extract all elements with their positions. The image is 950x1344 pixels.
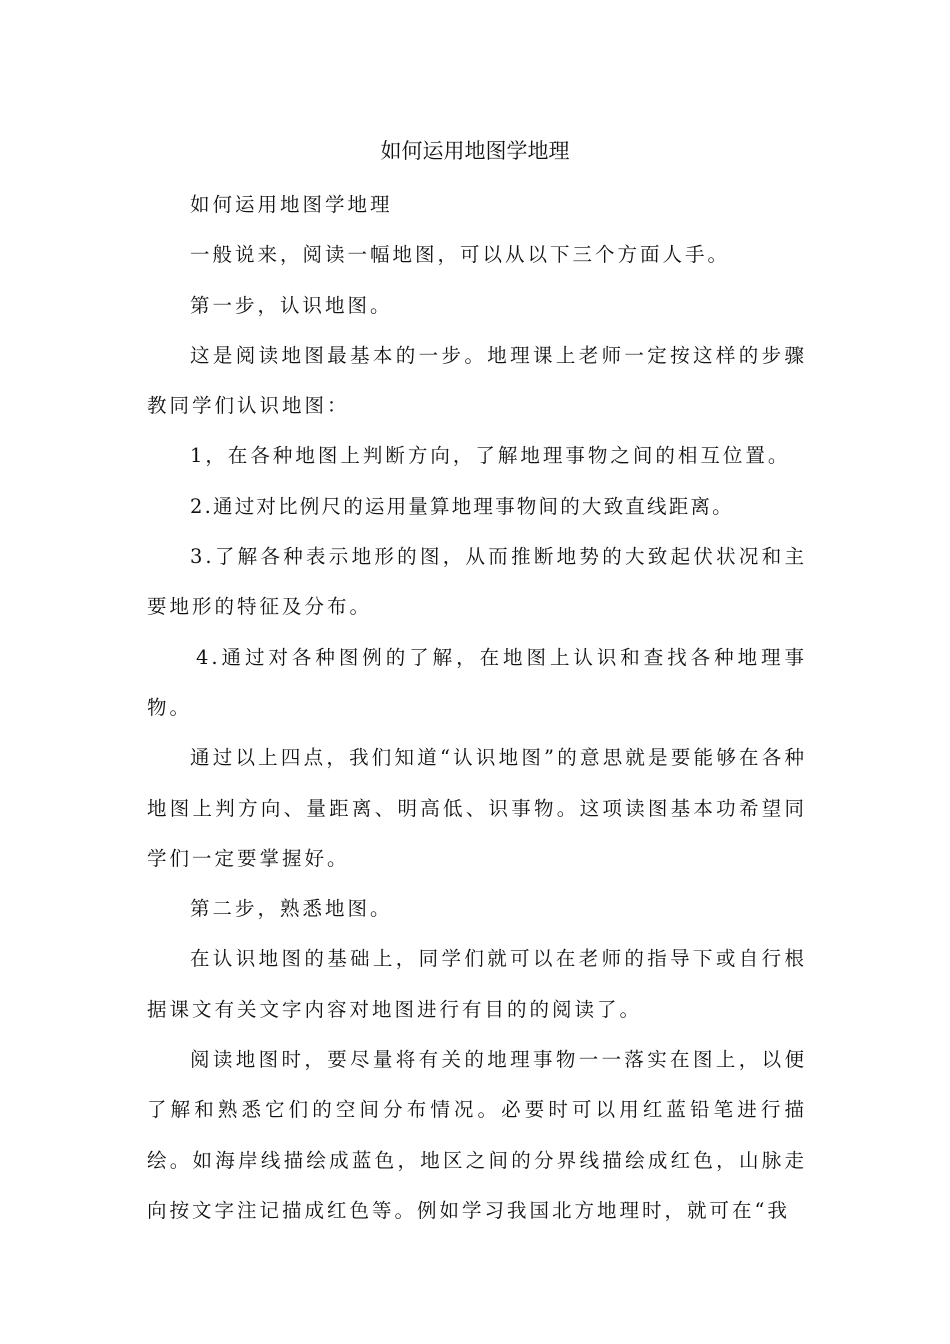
document-title: 如何运用地图学地理 [380,139,570,163]
paragraph-step-one-heading: 第一步，认识地图。 [190,293,393,317]
paragraph-point-3: 3.了解各种表示地形的图，从而推断地势的大致起伏状况和主要地形的特征及分布。 [147,545,807,619]
paragraph-point-4: 4.通过对各种图例的了解，在地图上认识和查找各种地理事物。 [147,645,807,719]
paragraph-point-2: 2.通过对比例尺的运用量算地理事物间的大致直线距离。 [190,494,734,518]
paragraph-summary: 通过以上四点，我们知道“认识地图”的意思就是要能够在各种地图上判方向、量距离、明高低、识事物。这项读图基本功希望同学们一定要掌握好。 [147,746,807,870]
paragraph-step-two-heading: 第二步，熟悉地图。 [190,897,393,921]
paragraph-step-one-text: 这是阅读地图最基本的一步。地理课上老师一定按这样的步骤教同学们认识地图： [147,343,807,418]
paragraph-subtitle: 如何运用地图学地理 [190,193,393,216]
paragraph-step-two-text: 在认识地图的基础上，同学们就可以在老师的指导下或自行根据课文有关文字内容对地图进行有目的的阅读了。 [147,947,807,1021]
document-body [147,180,807,1236]
paragraph-reading-tips: 阅读地图时，要尽量将有关的地理事物一一落实在图上，以便了解和熟悉它们的空间分布情况。必要时可以用红蓝铅笔进行描绘。如海岸线描绘成蓝色，地区之间的分界线描绘成红色，山脉走向按文字注记描成红色等。例如学习我国北方地理时，就可在“我 [147,1048,807,1222]
paragraph-intro: 一般说来，阅读一幅地图，可以从以下三个方面人手。 [190,243,731,267]
paragraph-point-1: 1，在各种地图上判断方向，了解地理事物之间的相互位置。 [190,444,791,468]
